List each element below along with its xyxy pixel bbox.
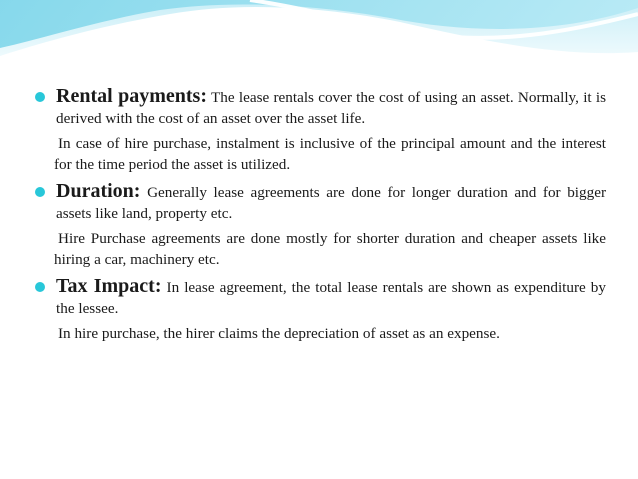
bullet-dot-icon: [35, 187, 45, 197]
sub-paragraph: [34, 133, 606, 175]
header-wave-banner: [0, 0, 638, 80]
term-description: In lease agreement, the total lease rentals are shown as expenditure by the lessee.: [56, 279, 606, 317]
sub-paragraph: [34, 228, 606, 270]
sub-paragraph-text: In case of hire purchase, instalment is inclusive of the principal amount and the interest for the time period the asset is utilized.: [54, 135, 606, 173]
term-label: Duration:: [56, 180, 141, 202]
bullet-item-tax-impact: [34, 276, 606, 319]
sub-paragraph-text: In hire purchase, the hirer claims the depreciation of asset as an expense.: [58, 325, 500, 342]
slide-body: [34, 86, 606, 344]
sub-paragraph-text: Hire Purchase agreements are done mostly for shorter duration and cheaper assets like hiring a car, machinery etc.: [54, 230, 606, 268]
term-description: Generally lease agreements are done for longer duration and for bigger assets like land, property etc.: [56, 184, 607, 222]
term-label: Rental payments:: [56, 85, 208, 107]
bullet-dot-icon: [35, 92, 45, 102]
term-description: The lease rentals cover the cost of using an asset. Normally, it is derived with the cost of an asset over the asset life.: [56, 89, 607, 127]
bullet-item-duration: [34, 181, 606, 224]
bullet-dot-icon: [35, 282, 45, 292]
bullet-item-rental-payments: [34, 86, 606, 129]
sub-paragraph: [34, 323, 606, 344]
term-label: Tax Impact:: [56, 275, 162, 297]
